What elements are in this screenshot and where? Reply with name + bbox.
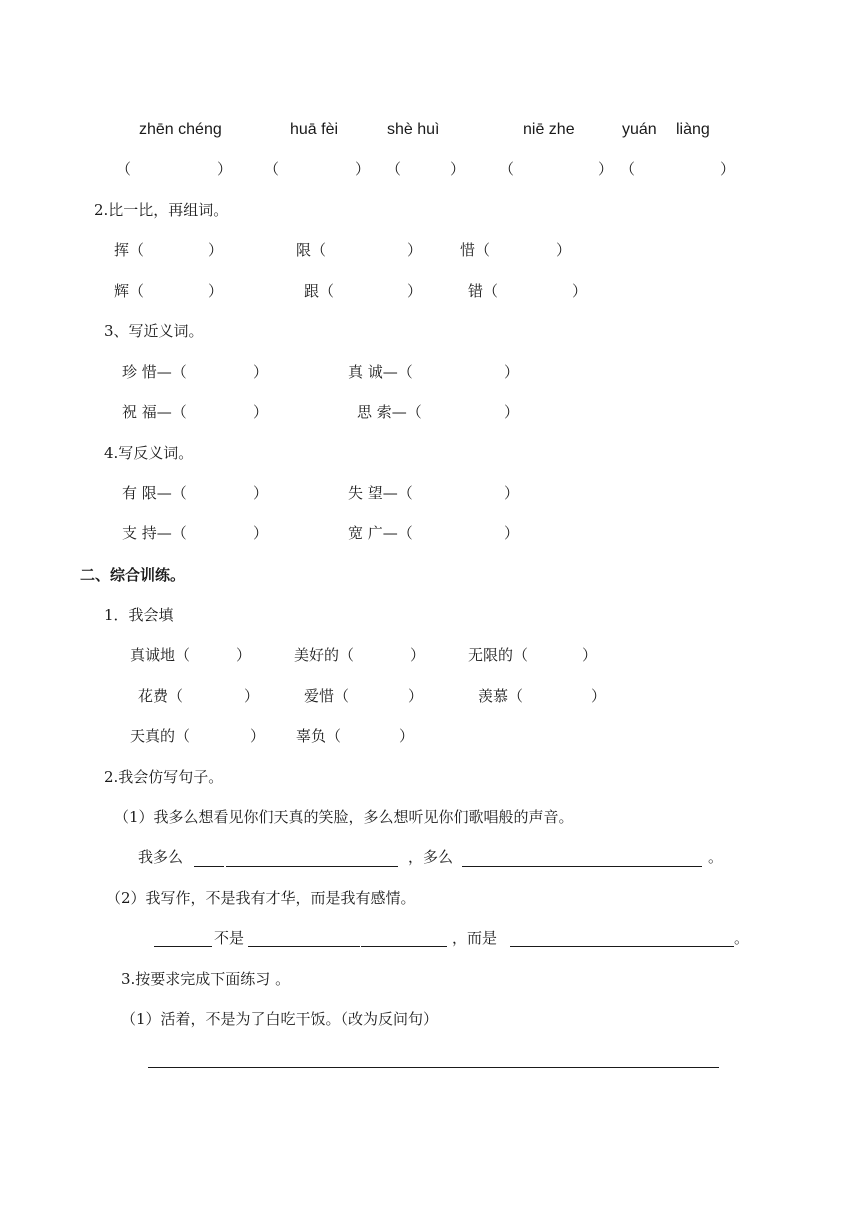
q3-item-close: ） — [504, 363, 520, 381]
imitate-2-mid: ，而是 — [452, 929, 498, 947]
answer-line[interactable] — [226, 866, 398, 867]
q2-word-close: ） — [208, 282, 224, 300]
imitate-1-end: 。 — [708, 848, 724, 866]
q2-word-close: ） — [572, 282, 588, 300]
answer-bracket-open: （ — [386, 160, 402, 178]
requirement-sentence-1: （1）活着，不是为了白吃干饭。（改为反问句） — [121, 1010, 439, 1028]
answer-line[interactable] — [248, 946, 360, 947]
section2-title: 二、综合训练。 — [80, 566, 186, 584]
fill-item-open: 美好的（ — [294, 646, 355, 664]
fill-item-close: ） — [591, 687, 607, 705]
answer-bracket-close: ） — [217, 160, 233, 178]
q2-word-open: 限（ — [296, 241, 327, 259]
q3-item-close: ） — [253, 363, 269, 381]
answer-line[interactable] — [462, 866, 702, 867]
q2-word-open: 错（ — [468, 282, 499, 300]
answer-bracket-open: （ — [264, 160, 280, 178]
q2-word-close: ） — [407, 282, 423, 300]
q4-item-close: ） — [504, 484, 520, 502]
q2-word-open: 挥（ — [114, 241, 145, 259]
fill-item-open: 真诚地（ — [130, 646, 191, 664]
q3-item-close: ） — [253, 403, 269, 421]
imitate-2-prefix: 不是 — [214, 929, 245, 947]
q3-item-close: ） — [504, 403, 520, 421]
fill-item-open: 羡慕（ — [478, 687, 524, 705]
fill-item-open: 无限的（ — [468, 646, 529, 664]
imitate-sentence-1: （1）我多么想看见你们天真的笑脸，多么想听见你们歌唱般的声音。 — [114, 808, 574, 826]
q4-item-open: 有 限—（ — [122, 484, 187, 502]
imitate-1-mid: ，多么 — [408, 848, 454, 866]
fill-title: 1．我会填 — [104, 606, 174, 624]
q3-title: 3、写近义词。 — [104, 322, 204, 340]
pinyin-niezhe: niē zhe — [523, 121, 575, 138]
q3-item-open: 思 索—（ — [357, 403, 422, 421]
q2-word-open: 跟（ — [304, 282, 335, 300]
q4-item-open: 支 持—（ — [122, 524, 187, 542]
answer-bracket-close: ） — [598, 160, 614, 178]
answer-bracket-close: ） — [720, 160, 736, 178]
q2-word-open: 惜（ — [460, 241, 491, 259]
q4-item-open: 失 望—（ — [348, 484, 413, 502]
fill-item-open: 爱惜（ — [304, 687, 350, 705]
fill-item-open: 辜负（ — [296, 727, 342, 745]
fill-item-close: ） — [244, 687, 260, 705]
q4-item-close: ） — [504, 524, 520, 542]
fill-item-open: 花费（ — [138, 687, 184, 705]
answer-line[interactable] — [154, 946, 212, 947]
q2-word-open: 辉（ — [114, 282, 145, 300]
answer-bracket-open: （ — [620, 160, 636, 178]
answer-line[interactable] — [194, 866, 224, 867]
q2-word-close: ） — [208, 241, 224, 259]
q4-item-close: ） — [253, 524, 269, 542]
q4-item-close: ） — [253, 484, 269, 502]
imitate-1-prefix: 我多么 — [138, 848, 184, 866]
imitate-sentence-2: （2）我写作，不是我有才华，而是我有感情。 — [106, 889, 416, 907]
fill-item-close: ） — [399, 727, 415, 745]
pinyin-yuan: yuán — [622, 121, 657, 138]
q3-item-open: 珍 惜—（ — [122, 363, 187, 381]
answer-bracket-close: ） — [450, 160, 466, 178]
requirement-title: 3.按要求完成下面练习 。 — [121, 970, 291, 988]
answer-line[interactable] — [361, 946, 447, 947]
fill-item-close: ） — [408, 687, 424, 705]
q4-title: 4.写反义词。 — [104, 444, 194, 462]
pinyin-huafei: huā fèi — [290, 121, 339, 138]
q2-word-close: ） — [556, 241, 572, 259]
fill-item-open: 天真的（ — [130, 727, 191, 745]
q2-word-close: ） — [407, 241, 423, 259]
pinyin-zhencheng: zhēn chéng — [139, 121, 222, 138]
q3-item-open: 真 诚—（ — [348, 363, 413, 381]
fill-item-close: ） — [582, 646, 598, 664]
q3-item-open: 祝 福—（ — [122, 403, 187, 421]
q4-item-open: 宽 广—（ — [348, 524, 413, 542]
fill-item-close: ） — [410, 646, 426, 664]
answer-bracket-open: （ — [116, 160, 132, 178]
imitate-2-end: 。 — [734, 929, 750, 947]
answer-line[interactable] — [510, 946, 734, 947]
q2-title: 2.比一比，再组词。 — [94, 201, 229, 219]
fill-item-close: ） — [250, 727, 266, 745]
pinyin-liang: liàng — [676, 121, 710, 138]
pinyin-shehui: shè huì — [387, 121, 440, 138]
imitate-title: 2.我会仿写句子。 — [104, 768, 224, 786]
answer-line[interactable] — [148, 1067, 719, 1068]
answer-bracket-open: （ — [499, 160, 515, 178]
fill-item-close: ） — [236, 646, 252, 664]
answer-bracket-close: ） — [355, 160, 371, 178]
